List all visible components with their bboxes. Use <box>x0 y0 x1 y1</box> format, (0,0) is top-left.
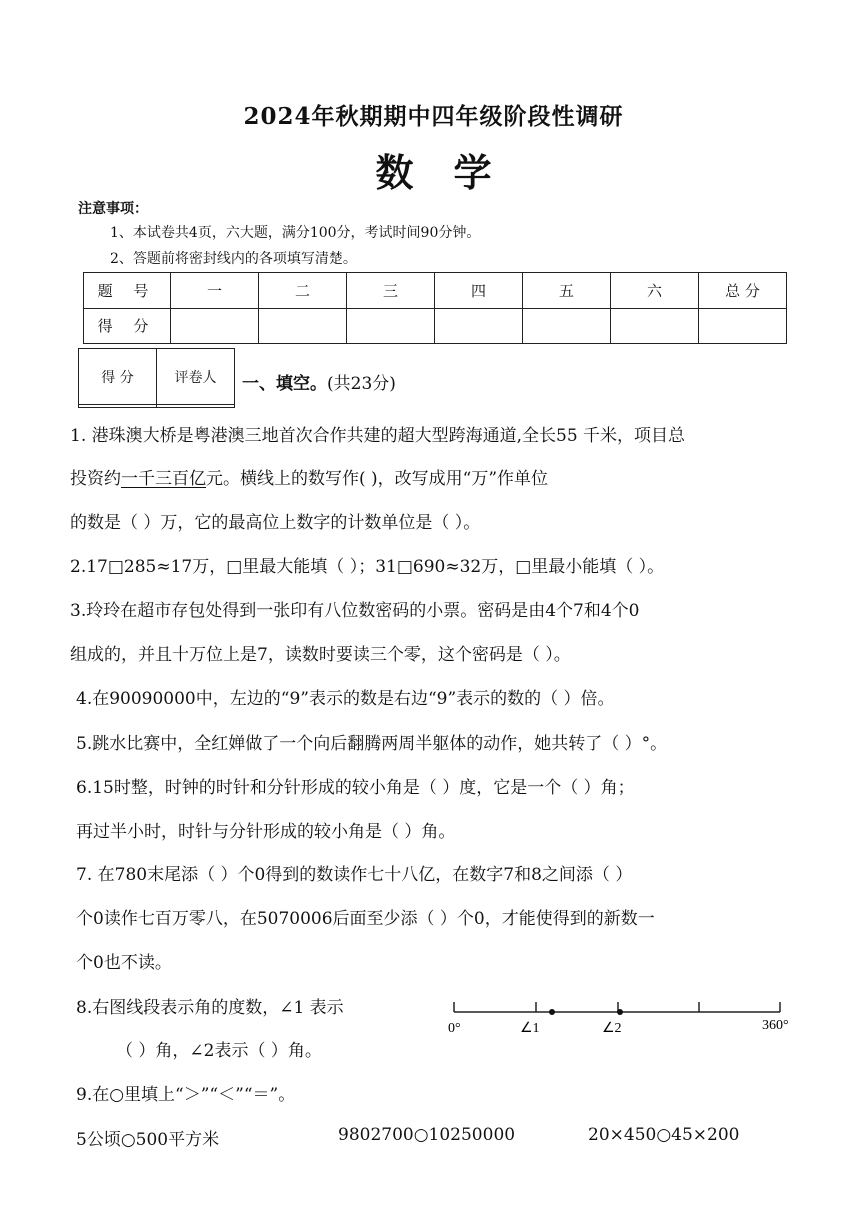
question-6-line-1: 6.15时整，时钟的时针和分针形成的较小角是（ ）度，它是一个（ ）角； <box>76 778 635 798</box>
question-3-line-2: 组成的，并且十万位上是7，读数时要读三个零，这个密码是（ ）。 <box>70 645 571 665</box>
question-6-line-2: 再过半小时，时针与分针形成的较小角是（ ）角。 <box>76 822 456 842</box>
score-table-col: 四 <box>435 273 523 309</box>
question-5: 5.跳水比赛中，全红婵做了一个向后翻腾两周半躯体的动作，她共转了（ ）°。 <box>76 734 668 754</box>
notice-item: 1、本试卷共4页，六大题，满分100分，考试时间90分钟。 <box>110 225 481 241</box>
line-label-angle-2: ∠2 <box>602 1021 622 1036</box>
score-cell[interactable] <box>347 308 435 344</box>
score-table-col: 三 <box>347 273 435 309</box>
score-cell[interactable] <box>435 308 523 344</box>
q1-underlined-number: 一千三百亿 <box>121 469 206 489</box>
line-label-360: 360° <box>762 1018 789 1033</box>
grader-score-label: 得 分 <box>79 349 157 405</box>
compare-item: 20×450○45×200 <box>588 1125 740 1145</box>
angle-1-point <box>549 1009 555 1015</box>
score-table-col: 总 分 <box>699 273 787 309</box>
q1-text: 投资约 <box>70 469 121 489</box>
compare-item: 5公顷○500平方米 <box>76 1130 220 1150</box>
question-2: 2.17□285≈17万，□里最大能填（ ）；31□690≈32万，□里最小能填（ ）。 <box>70 557 665 577</box>
line-label-0: 0° <box>448 1021 461 1036</box>
exam-subject: 数学 <box>375 150 532 195</box>
score-table <box>83 272 787 344</box>
score-cell[interactable] <box>171 308 259 344</box>
score-cell[interactable] <box>611 308 699 344</box>
notice-heading: 注意事项： <box>78 201 148 217</box>
question-7-line-2: 个0读作七百万零八，在5070006后面至少添（ ）个0，才能使得到的新数一 <box>76 909 655 929</box>
score-table-col: 二 <box>259 273 347 309</box>
question-1-line-3: 的数是（ ）万，它的最高位上数字的计数单位是（ ）。 <box>70 513 481 533</box>
grader-score-cell[interactable] <box>79 405 157 408</box>
question-3-line-1: 3.玲玲在超市存包处得到一张印有八位数密码的小票。密码是由4个7和4个0 <box>70 601 640 621</box>
score-table-row-label: 得 分 <box>84 308 171 344</box>
score-table-col: 五 <box>523 273 611 309</box>
q1-text: 元。横线上的数写作( )，改写成用“万”作单位 <box>206 469 549 489</box>
grader-name-label: 评卷人 <box>157 349 235 405</box>
section-title: 一、填空。 <box>242 374 327 394</box>
grader-name-cell[interactable] <box>157 405 235 408</box>
score-cell[interactable] <box>523 308 611 344</box>
section-points: (共23分) <box>327 374 396 394</box>
score-cell[interactable] <box>259 308 347 344</box>
question-1-line-1: 1. 港珠澳大桥是粤港澳三地首次合作共建的超大型跨海通道,全长55 千米，项目总 <box>70 426 686 446</box>
question-7-line-1: 7. 在780末尾添（ ）个0得到的数读作七十八亿，在数字7和8之间添（ ） <box>76 865 633 885</box>
compare-item: 9802700○10250000 <box>338 1125 516 1145</box>
section-heading <box>242 369 396 394</box>
question-8-line-2: （ ）角，∠2表示（ ）角。 <box>116 1041 322 1061</box>
angle-number-line <box>446 992 816 1044</box>
line-label-angle-1: ∠1 <box>520 1021 540 1036</box>
question-4: 4.在90090000中，左边的“9”表示的数是右边“9”表示的数的（ ）倍。 <box>76 689 615 709</box>
question-7-line-3: 个0也不读。 <box>76 953 172 973</box>
notice-item: 2、答题前将密封线内的各项填写清楚。 <box>110 251 357 267</box>
question-8-line-1: 8.右图线段表示角的度数，∠1 表示 <box>76 998 344 1018</box>
angle-2-point <box>617 1009 623 1015</box>
score-cell[interactable] <box>699 308 787 344</box>
score-table-row-label: 题 号 <box>84 273 171 309</box>
score-table-col: 一 <box>171 273 259 309</box>
exam-title: 2024年秋期期中四年级阶段性调研 <box>243 103 624 130</box>
question-9: 9.在○里填上“＞”“＜”“＝”。 <box>76 1085 296 1105</box>
grader-box <box>78 348 235 408</box>
score-table-col: 六 <box>611 273 699 309</box>
question-1-line-2 <box>70 464 548 489</box>
